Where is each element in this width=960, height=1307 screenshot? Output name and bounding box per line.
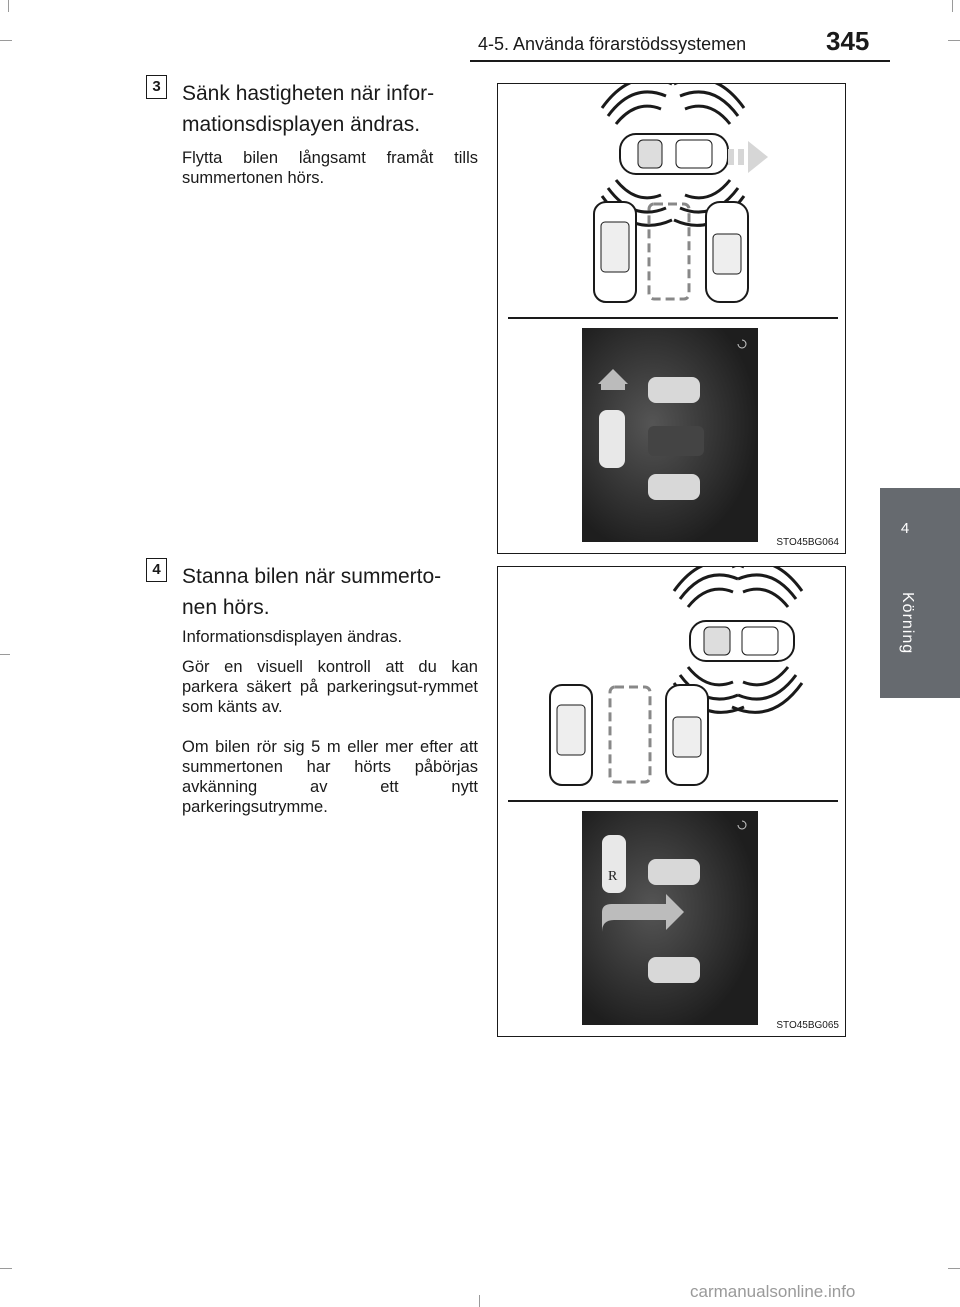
step-heading-text: Stanna bilen när summerto- nen hörs. bbox=[182, 565, 442, 619]
parking-illustration bbox=[498, 567, 845, 1036]
step-paragraph: Informationsdisplayen ändras. bbox=[182, 628, 403, 646]
figure-parking-stop bbox=[497, 566, 846, 1037]
figure-parking-scan bbox=[497, 83, 846, 554]
tab-separator bbox=[880, 484, 960, 488]
crop-mark bbox=[8, 0, 9, 12]
crop-mark bbox=[952, 0, 953, 12]
watermark: carmanualsonline.info bbox=[690, 1282, 856, 1301]
figure-code: STO45BG065 bbox=[776, 1020, 839, 1031]
crop-mark bbox=[0, 1268, 12, 1269]
crop-mark bbox=[479, 1295, 480, 1307]
crop-mark bbox=[0, 40, 12, 41]
parking-illustration bbox=[498, 84, 845, 553]
step-heading-text: Sänk hastigheten när infor- mationsdisplayen ändras. bbox=[182, 82, 435, 136]
chapter-label: Körning bbox=[899, 592, 916, 655]
figure-code: STO45BG064 bbox=[776, 537, 839, 548]
gear-letter: R bbox=[608, 869, 618, 884]
step-heading bbox=[182, 561, 478, 623]
step-number-box: 4 bbox=[146, 558, 167, 582]
step-number-box: 3 bbox=[146, 75, 167, 99]
step-heading bbox=[182, 78, 478, 140]
step-paragraph: Om bilen rör sig 5 m eller mer efter att summertonen har hörts påbörjas avkänning av ett nytt parkeringsutrymme. bbox=[182, 738, 478, 816]
page-number: 345 bbox=[826, 26, 870, 56]
crop-mark bbox=[948, 1268, 960, 1269]
header-rule bbox=[470, 60, 890, 62]
step-paragraph: Gör en visuell kontroll att du kan parkera säkert på parkeringsut-rymmet som känts av. bbox=[182, 658, 478, 716]
chapter-number: 4 bbox=[900, 520, 910, 537]
crop-mark bbox=[0, 654, 10, 655]
chapter-tab bbox=[880, 484, 960, 698]
step-paragraph: Flytta bilen långsamt framåt tills summertonen hörs. bbox=[182, 149, 478, 187]
crop-mark bbox=[948, 40, 960, 41]
section-title: 4-5. Använda förarstödssystemen bbox=[478, 34, 747, 54]
